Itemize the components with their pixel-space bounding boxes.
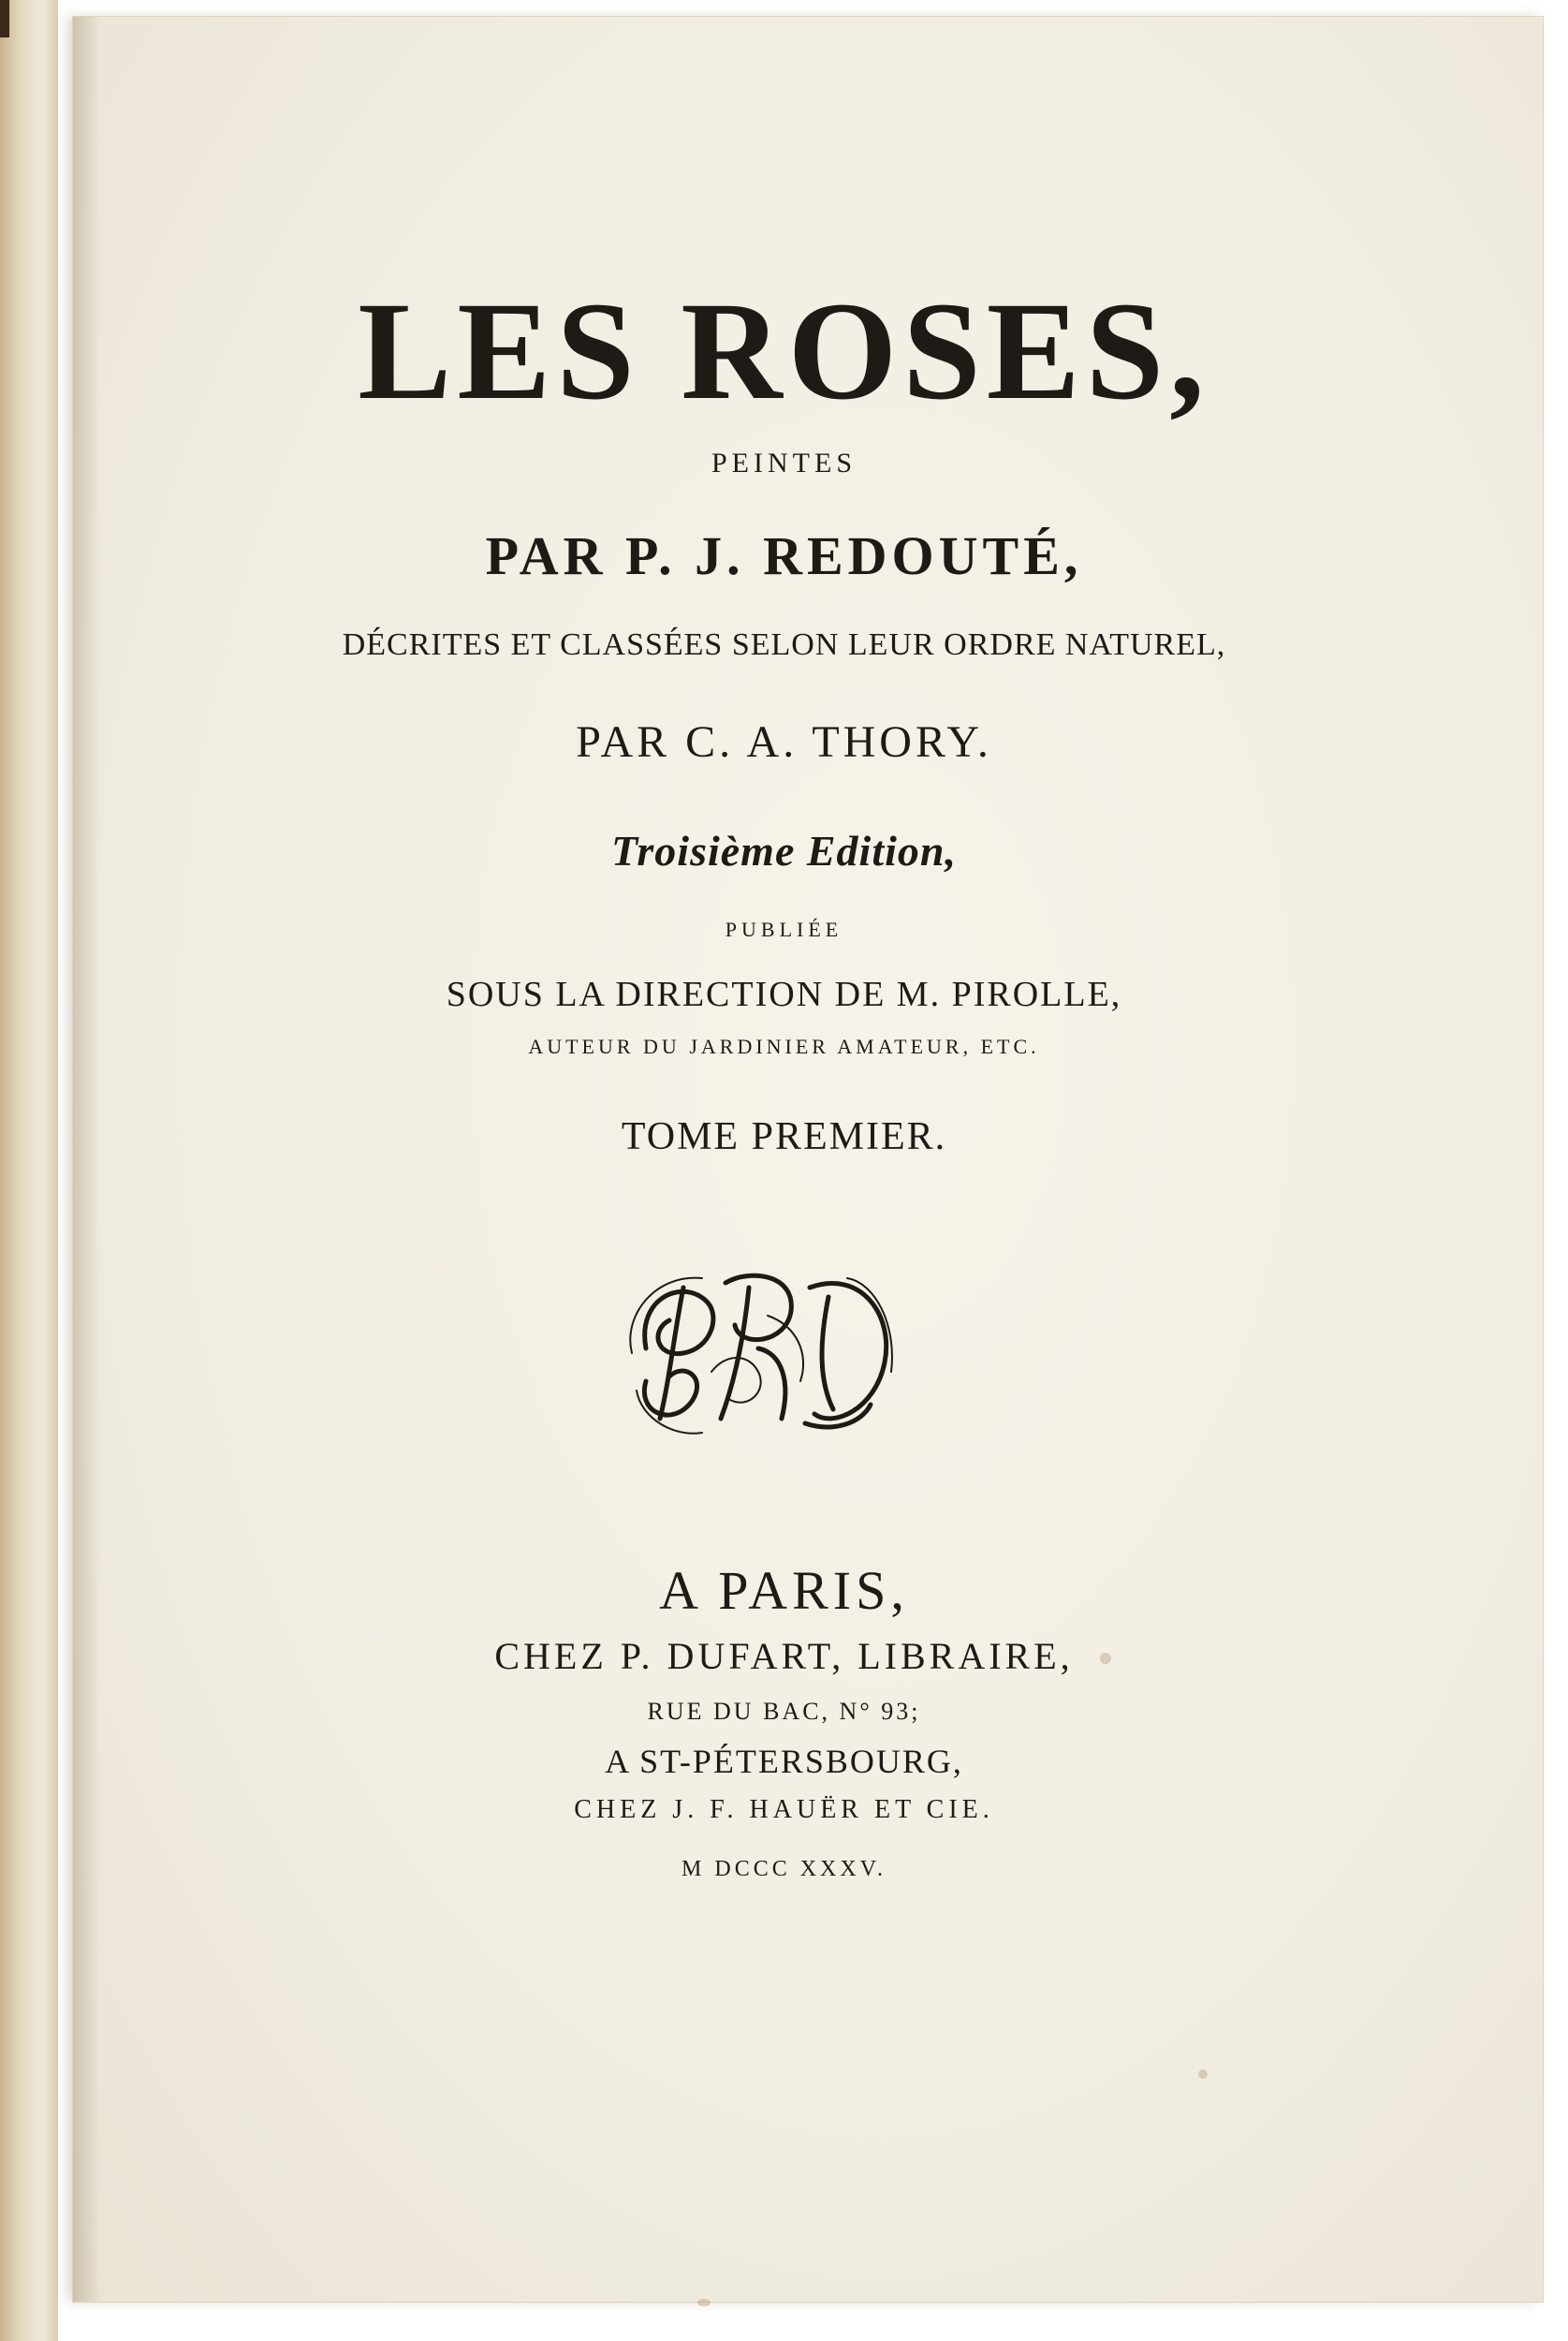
describer-line: PAR C. A. THORY. xyxy=(576,717,992,767)
imprint-publisher: CHEZ P. DUFART, LIBRAIRE, xyxy=(494,1635,1074,1677)
edition-line: Troisième Edition, xyxy=(611,827,957,875)
binding-edge xyxy=(0,0,9,37)
imprint-year: M DCCC XXXV. xyxy=(681,1857,887,1881)
imprint-second-publisher: CHEZ J. F. HAUËR ET CIE. xyxy=(574,1795,994,1824)
peintes-line: PEINTES xyxy=(711,448,857,479)
description-line: DÉCRITES ET CLASSÉES SELON LEUR ORDRE NATUREL, xyxy=(342,627,1226,662)
tome-line: TOME PREMIER. xyxy=(621,1115,947,1158)
imprint-city: A PARIS, xyxy=(659,1560,909,1621)
publiee-line: PUBLIÉE xyxy=(725,918,843,941)
imprint-second-city: A ST-PÉTERSBOURG, xyxy=(605,1743,963,1780)
auteur-line: AUTEUR DU JARDINIER AMATEUR, ETC. xyxy=(528,1035,1040,1058)
author-line: PAR P. J. REDOUTÉ, xyxy=(485,525,1083,586)
foxing-spot xyxy=(1198,2069,1208,2079)
foxing-spot xyxy=(697,2299,711,2306)
book-title: LES ROSES, xyxy=(358,273,1210,429)
imprint-address: RUE DU BAC, N° 93; xyxy=(647,1698,921,1725)
direction-line: SOUS LA DIRECTION DE M. PIROLLE, xyxy=(446,975,1122,1014)
monogram-ornament xyxy=(618,1259,899,1437)
